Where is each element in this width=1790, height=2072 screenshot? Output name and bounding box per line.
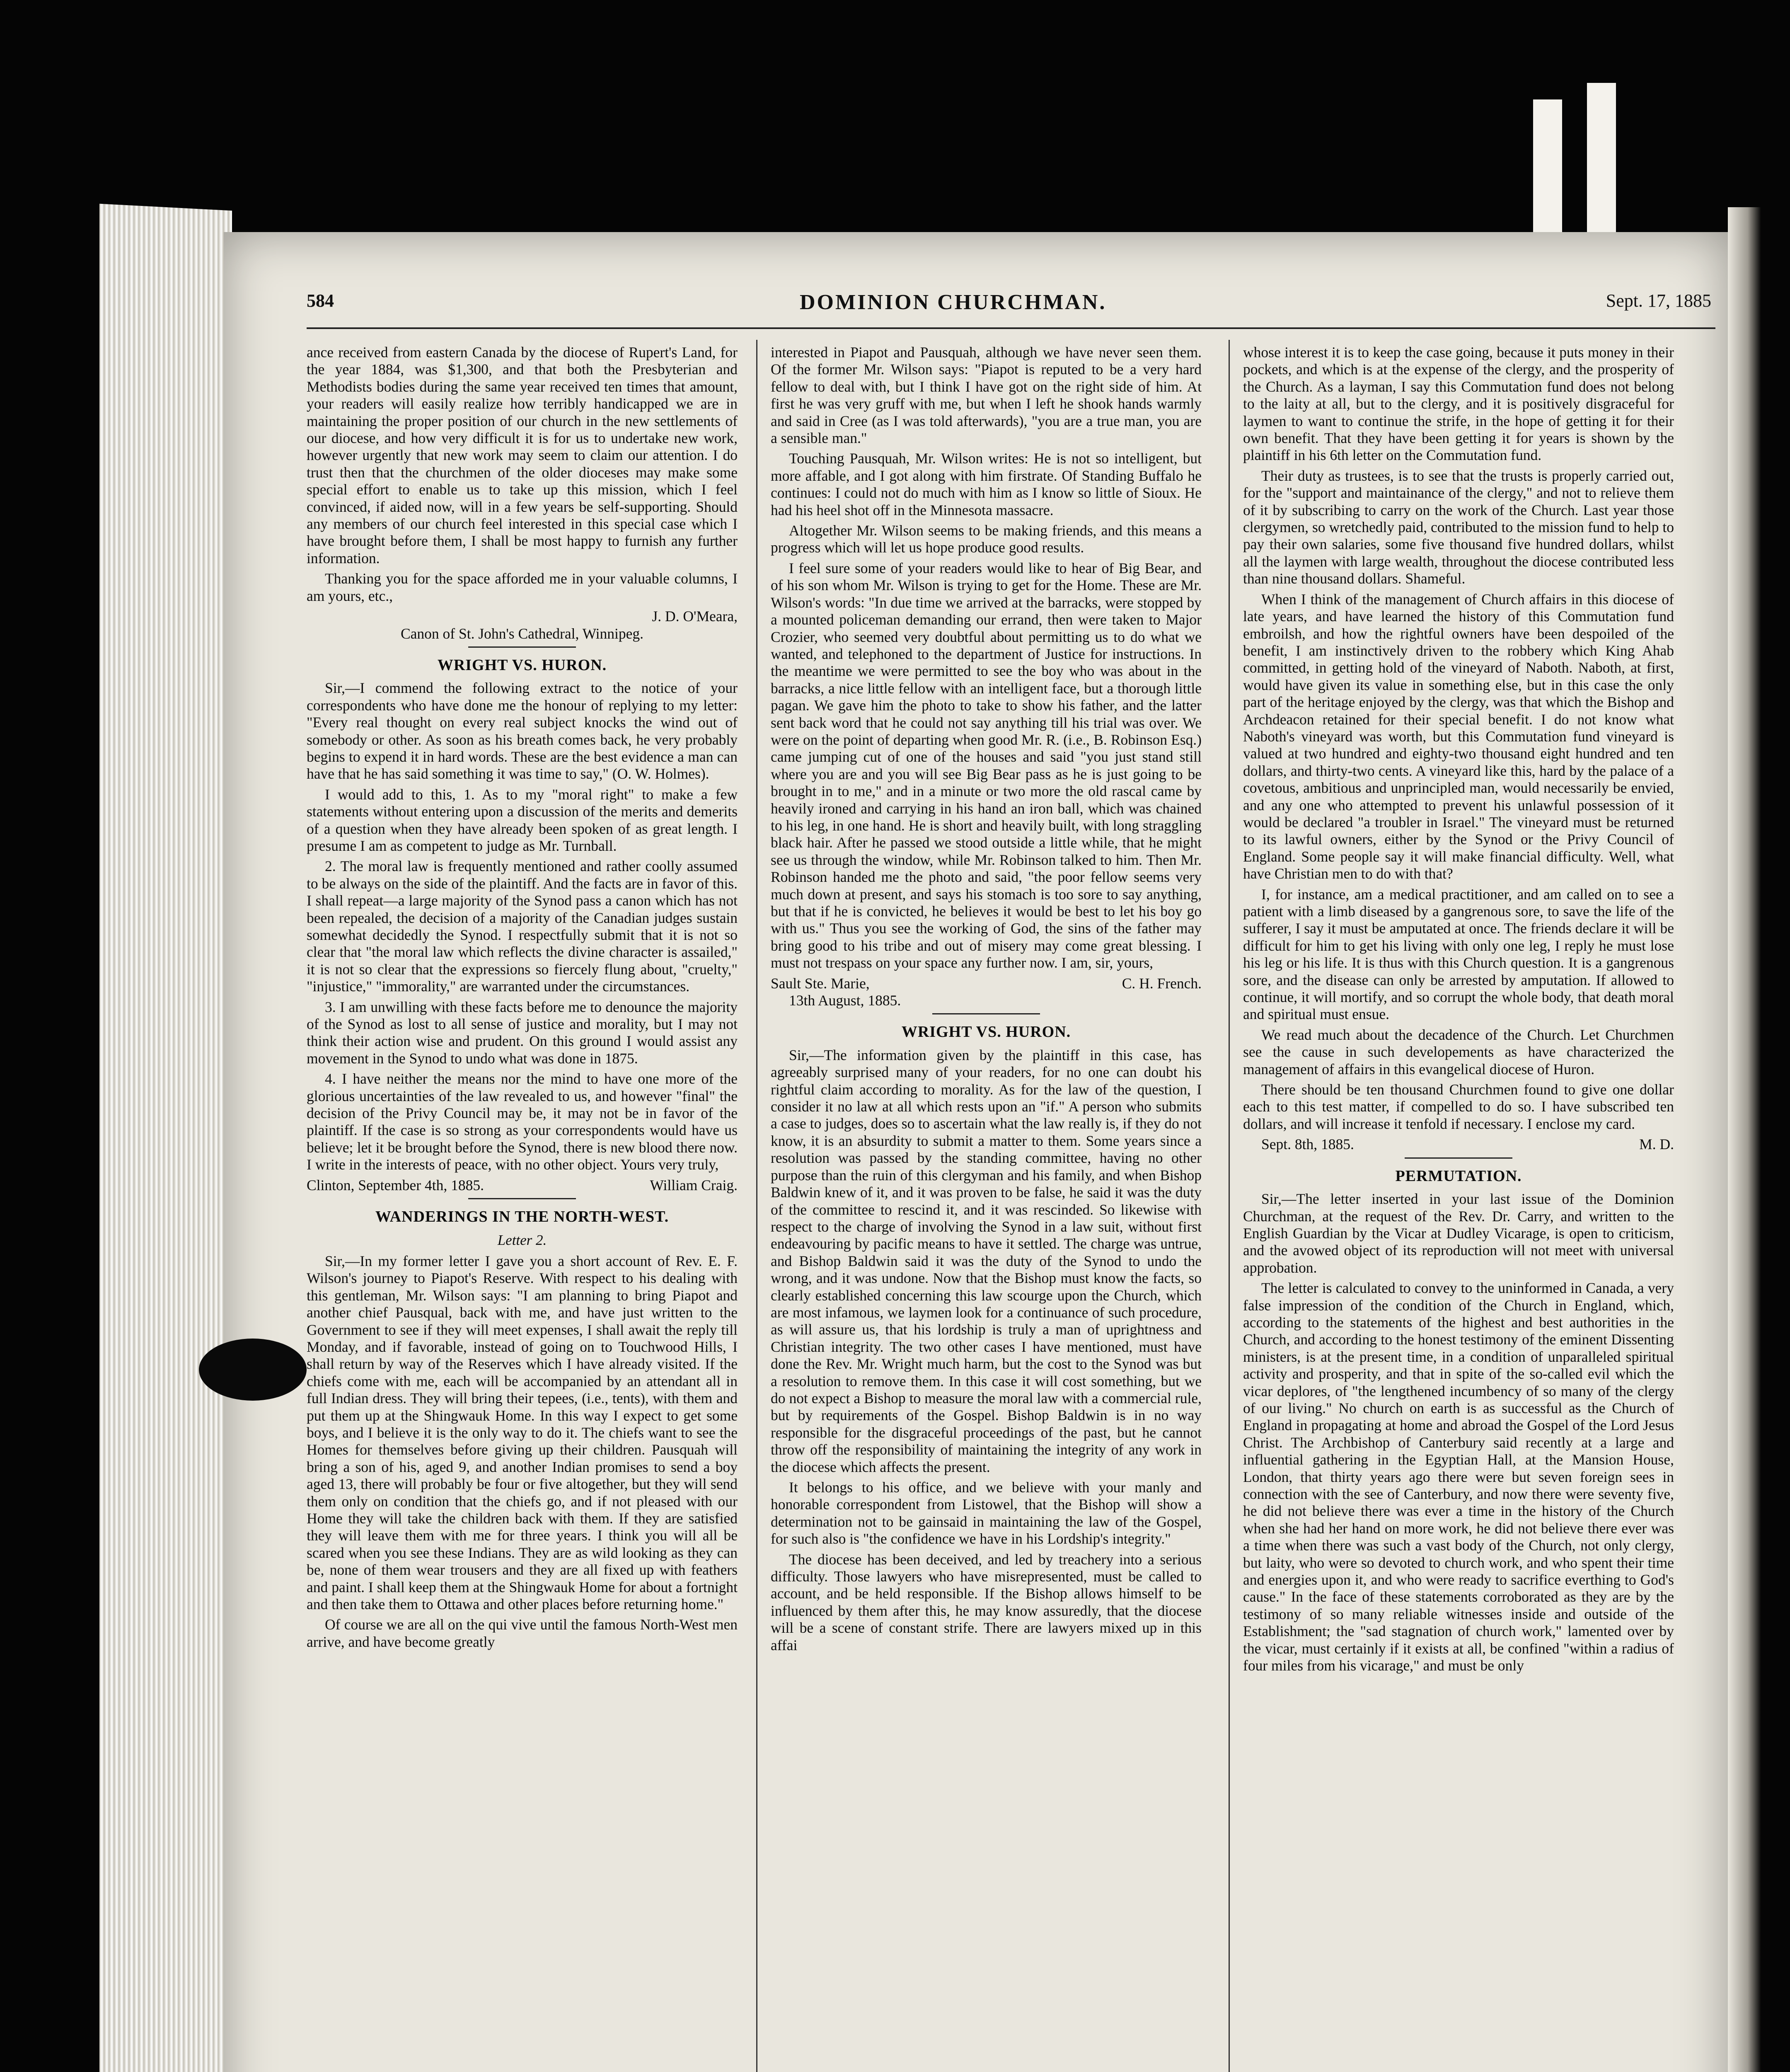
paragraph: 3. I am unwilling with these facts before me to denounce the majority of the Synod as lost to all sense of justice and morality, but I may not think their action wise and prudent. On this ground I would assist any movement in the Synod to undo what was done in 1875. [307,998,738,1067]
column-rule [756,340,757,2072]
page-header [307,290,1720,327]
paragraph: Thanking you for the space afforded me in your valuable columns, I am yours, etc., [307,570,738,604]
paragraph: whose interest it is to keep the case going, because it puts money in their pockets, and which is at the expense of the clergy, and the prosperity of the Church. As a layman, I say this Commutation fund does not belong to the laity at all, but to the clergy, and it is positively disgraceful for laymen to want to continue the strife, in the hope of getting it for their own benefit. That they have been getting it for years is shown by the plaintiff in his 6th letter on the Commutation fund. [1243,344,1674,464]
paragraph: Sir,—I commend the following extract to the notice of your correspondents who have done me the honour of replying to my letter: "Every real thought on every real subject knocks the wind out of somebody or other. As soon as his breath comes back, he very probably begins to expend it in hard words. These are the best evidence a man can have that he has said something it was time to say," (O. W. Holmes). [307,680,738,782]
paragraph: Sir,—The letter inserted in your last issue of the Dominion Churchman, at the request of the Rev. Dr. Carry, and written to the English Guardian by the Vicar at Dudley Vicarage, is open to criticism, and the avowed object of its reproduction will not meet with universal approbation. [1243,1191,1674,1276]
signer: C. H. French. [1122,975,1202,992]
masthead: DOMINION CHURCHMAN. [800,290,1107,314]
paragraph: We read much about the decadence of the Church. Let Churchmen see the cause in such developements as have characterized the management of affairs in this evangelical diocese of Huron. [1243,1026,1674,1077]
article-heading: WRIGHT VS. HURON. [901,1023,1071,1041]
section-rule [1405,1157,1512,1159]
article-heading: WANDERINGS IN THE NORTH-WEST. [375,1208,669,1226]
finger-shadow [199,1339,307,1401]
section-rule [468,646,576,648]
paragraph: Sir,—The information given by the plaintiff in this case, has agreeably surprised many of your readers, for no one can doubt his rightful claim according to morality. As for the law of the question, I consider it no law at all which rests upon an "if." A person who submits a case to judges, does so to ascertain what the law really is, if they do not know, it is an absurdity to submit a matter to them. Some years since a resolution was passed by the standing committee, having no other purpose than the ruin of this clergyman and his family, and when Bishop Baldwin knew of it, and it was proven to be false, he said it was the duty of the committee to rescind it, and it was rescinded. So likewise with respect to the charge of involving the Synod in a law suit, without first endeavouring by pacific means to have it settled. The charge was untrue, and Bishop Baldwin said it was the duty of the Synod to undo the wrong, and it was undone. Now that the Bishop must know the facts, so clearly established concerning this law scourge upon the Church, which are most infamous, we laymen look for a continuance of such procedure, as will assure us, that his lordship is truly a man of uprightness and Christian integrity. The two other cases I have mentioned, must have done the Rev. Mr. Wright much harm, but the cost to the Synod was but a resolution to remove them. In this case it will cost something, but we do not expect a Bishop to measure the moral law with a commercial rule, but by requirements of the Gospel. Bishop Baldwin is in no way responsible for the disgraceful proceedings of the past, but he cannot throw off the responsibility of maintaining the integrity of any work in the diocese which affects the present. [771,1046,1202,1475]
paragraph: 4. I have neither the means nor the mind to have one more of the glorious uncertainties of the law revealed to us, and however "final" the decision of the Privy Council may be, it may not be in favor of the plaintiff. If the case is so strong as your correspondents would have us believe; let it be brought before the Synod, there is new blood there now. I write in the interests of peace, with no other object. Yours very truly, [307,1070,738,1173]
dateline: Sault Ste. Marie, [771,975,870,992]
signature-row [1243,1136,1674,1153]
book-gutter [99,204,232,2072]
paragraph: Their duty as trustees, is to see that the trusts is properly carried out, for the "support and maintainance of the clergy," and not to relieve them of it by subscribing to carry on the work of the Church. Last year those clergymen, so wretchedly paid, contributed to the mission fund to help to pay their own salaries, some five thousand five hundred dollars, whilst all the laymen with large wealth, throughout the diocese contributed less than nine thousand dollars. Shameful. [1243,467,1674,587]
letter-number: Letter 2. [497,1232,547,1248]
paragraph: I would add to this, 1. As to my "moral right" to make a few statements without entering upon a discussion of the merits and demerits of a question when they have already been spoken of as great length. I presume I am as competent to judge as Mr. Turnball. [307,786,738,854]
paragraph: Touching Pausquah, Mr. Wilson writes: He is not so intelligent, but more affable, and I got along with him firstrate. Of Standing Buffalo he continues: I could not do much with him as I know so little of Sioux. He had his heel shot off in the Minnesota massacre. [771,450,1202,518]
issue-date: Sept. 17, 1885 [1606,290,1711,311]
paragraph: The diocese has been deceived, and led by treachery into a serious difficulty. Those lawyers who have misrepresented, must be called to account, and be held responsible. If the Bishop allows himself to be influenced by them after this, he may know assuredly, that the diocese will be a scene of constant strife. There are lawyers mixed up in this affai [771,1551,1202,1653]
paragraph: 2. The moral law is frequently mentioned and rather coolly assumed to be always on the side of the plaintiff. And the facts are in favor of this. I shall repeat—a large majority of the Synod pass a canon which has not been repealed, the decision of a majority of the Canadian judges sustain somewhat decidedly the Synod. I respectfully submit that it is not so clear that "the moral law which reflects the divine character is assailed," it is not so clear that the expressions so fiercely flung about, "cruelty," "injustice," "immorality," are warranted under the circumstances. [307,858,738,995]
column-rule [1229,340,1230,2072]
signature-row [307,1177,738,1194]
signature-name: J. D. O'Meara, [652,608,738,625]
paragraph: The letter is calculated to convey to the uninformed in Canada, a very false impression of the condition of the Church in England, which, according to the statements of the highest and best authorities in the Church, and according to the honest testimony of the eminent Dissenting ministers, is at the present time, in a condition of unparalleled spiritual activity and prosperity, and that in spite of the so-called evil which the vicar deplores, of "the lengthened incumbency of so many of the clergy of our living." No church on earth is as successful as the Church of England in propagating at home and abroad the Gospel of the Lord Jesus Christ. The Archbishop of Canterbury said recently at a large and influential gathering in the Egyptian Hall, at the Mansion House, London, that thirty years ago there were but seven foreign sees in connection with the see of Canterbury, and now there were seventy five, he did not believe there was ever a time in the history of the Church when she had her hand on more work, he did not believe there ever was a time when there was such a vast body of the Church, not only clergy, but laity, who were so devoted to church work, and who spent their time and energies upon it, and who were ready to sacrifice everthing to God's cause." In the face of these statements corroborated as they are by the testimony of so many reliable witnesses inside and outside of the Establishment; the "sad stagnation of church work," lamented over by the vicar, must certainly if it exists at all, be confined "within a radius of four miles from his vicarage," and must be only [1243,1280,1674,1674]
column-middle [771,344,1202,2072]
page-edge-shadow [1728,207,1761,2072]
paragraph: Sir,—In my former letter I gave you a short account of Rev. E. F. Wilson's journey to Piapot's Reserve. With respect to his dealing with this gentleman, Mr. Wilson says: "I am planning to bring Piapot and another chief Pausqual, back with me, and have just written to the Government to see if they will meet expenses, I shall await the reply till Monday, and if favorable, instead of going on to Touchwood Hills, I shall return by way of the Reserves which I have already visited. If the chiefs come with me, each will be accompanied by an attendant all in full Indian dress. They will bring their tepees, (i.e., tents), with them and put them up at the Shingwauk Home. In this way I expect to get some boys, and I believe it is the only way to do it. The chiefs want to see the Homes for themselves before giving up their children. Pausquah will bring a son of his, aged 9, and another Indian promises to send a boy aged 13, there will probably be four or five altogether, but they will send them only on condition that the chiefs go, and if not pleased with our Home they will take the children back with them. If they are satisfied they will leave them with me for three years. I think you will all be scared when you see these Indians. They are as wild looking as they can be, none of them wear trousers and they are all fixed up with feathers and paint. I shall keep them at the Shingwauk Home for about a fortnight and then take them to Ottawa and other places before returning home." [307,1252,738,1613]
signer: William Craig. [650,1176,738,1193]
letter-date: 13th August, 1885. [789,992,901,1009]
letter-date: Sept. 8th, 1885. [1261,1136,1354,1153]
section-rule [932,1013,1040,1014]
article-heading: WRIGHT VS. HURON. [437,656,607,674]
section-rule [468,1198,576,1199]
dateline: Clinton, September 4th, 1885. [307,1176,484,1193]
paragraph: interested in Piapot and Pausquah, although we have never seen them. Of the former Mr. Wilson says: "Piapot is reputed to be a very hard fellow to deal with, but I think I have got on the right side of him. At first he was very gruff with me, but when I left he shook hands warmly and said in Cree (as I was told afterwards), "you are a true man, you are a sensible man." [771,344,1202,447]
paragraph: I feel sure some of your readers would like to hear of Big Bear, and of his son whom Mr. Wilson is trying to get for the Home. These are Mr. Wilson's words: "In due time we arrived at the barracks, were stopped by a mounted policeman demanding our errand, then were taken to Major Crozier, who seemed very doubtful about permitting us to do what we wanted, and telephoned to the department of Justice for instructions. In the meantime we were permitted to see the boy who was about in the barracks, a nice little fellow with an intelligent face, but a thorough little pagan. We gave him the photo to take to show his father, and the latter sent back word that he could not say anything till his trial was over. We were on the point of departing when good Mr. R. (i.e., B. Robinson Esq.) came jumping cut of one of the houses and said "you just stand still where you are and you will see Big Bear pass as he is just going to be brought in to me," and in a minute or two more the old rascal came by heavily ironed and carrying in his hand an iron ball, which was chained to his leg, in one hand. He is short and heavily built, with long straggling black hair. After he passed we stood outside a little while, that he might see us through the window, while Mr. Robinson talked to him. Then Mr. Robinson handed me the photo and said, "the poor fellow seems very much down at present, and says his stomach is too sore to say anything, but that if he is convicted, he believes it would be best to let his boy go with us." Thus you see the working of God, the sins of the father may bring good to his tribe and out of misery may come great blessing. I must not trespass on your space any further now. I am, sir, yours, [771,559,1202,971]
column-right [1243,344,1674,2072]
paragraph: When I think of the management of Church affairs in this diocese of late years, and have learned the history of this Commutation fund embroilsh, and how the rightful owners have been despoiled of the benefit, I am instinctively driven to the robbery which King Ahab committed, in getting hold of the vineyard of Naboth. Naboth, at first, would have given its value in something else, but in this case the only part of the heritage enjoyed by the clergy, was that which the Bishop and Archdeacon retained for their special benefit. I do not know what Naboth's vineyard was worth, but this Commutation fund vineyard is valued at two hundred and eighty-two thousand eight hundred and ten dollars, and thirty-two cents. A vineyard like this, hard by the palace of a covetous, ambitious and unprincipled man, would necessarily be envied, and any one who attempted to prevent his unlawful possession of it would be declared "a troubler in Israel." The vineyard must be returned to its lawful owners, either by the Synod or the Privy Council of England. Some people say it will make financial difficulty. Well, what have Christian men to do with that? [1243,591,1674,882]
page-number: 584 [307,290,334,311]
signer: M. D. [1639,1136,1674,1153]
paragraph: I, for instance, am a medical practitioner, and am called on to see a patient with a limb diseased by a gangrenous sore, to save the life of the sufferer, I say it must be amputated at once. The friends declare it will be difficult for him to get his living with only one leg, I reply he must lose his leg or his life. It is thus with this Church question. It is a gangrenous sore, and the disease can only be arrested by amputation. If allowed to continue, it will mortify, and so corrupt the whole body, that death moral and spiritual must ensue. [1243,886,1674,1023]
paragraph: Of course we are all on the qui vive until the famous North-West men arrive, and have become greatly [307,1616,738,1650]
header-rule [307,327,1715,329]
signature-title: Canon of St. John's Cathedral, Winnipeg. [400,625,644,642]
column-left [307,344,738,2072]
paragraph: It belongs to his office, and we believe with your manly and honorable correspondent from Listowel, that the Bishop will show a determination not to be gainsaid in maintaining the law of the Gospel, for such also is "the confidence we have in his Lordship's integrity." [771,1479,1202,1547]
signature-row [771,975,1202,992]
article-heading: PERMUTATION. [1395,1167,1522,1185]
paragraph: There should be ten thousand Churchmen found to give one dollar each to this test matter, if compelled to do so. I have subscribed ten dollars, and will increase it tenfold if necessary. I enclose my card. [1243,1081,1674,1132]
paragraph: Altogether Mr. Wilson seems to be making friends, and this means a progress which will let us hope produce good results. [771,522,1202,556]
paragraph: ance received from eastern Canada by the diocese of Rupert's Land, for the year 1884, was $1,300, and that both the Presbyterian and Methodists bodies during the same year received ten times that amount, your readers will easily realize how terribly handicapped we are in maintaining the proper position of our church in the new settlements of our diocese, and how very difficult it is for us to undertake new work, however urgently that new work may seem to claim our attention. I do trust then that the churchmen of the older dioceses may make some special effort to enable us to take up this mission, which I feel convinced, if aided now, will in a few years be self-supporting. Should any members of our church feel interested in this special case which I have brought before them, I shall be most happy to furnish any further information. [307,344,738,566]
